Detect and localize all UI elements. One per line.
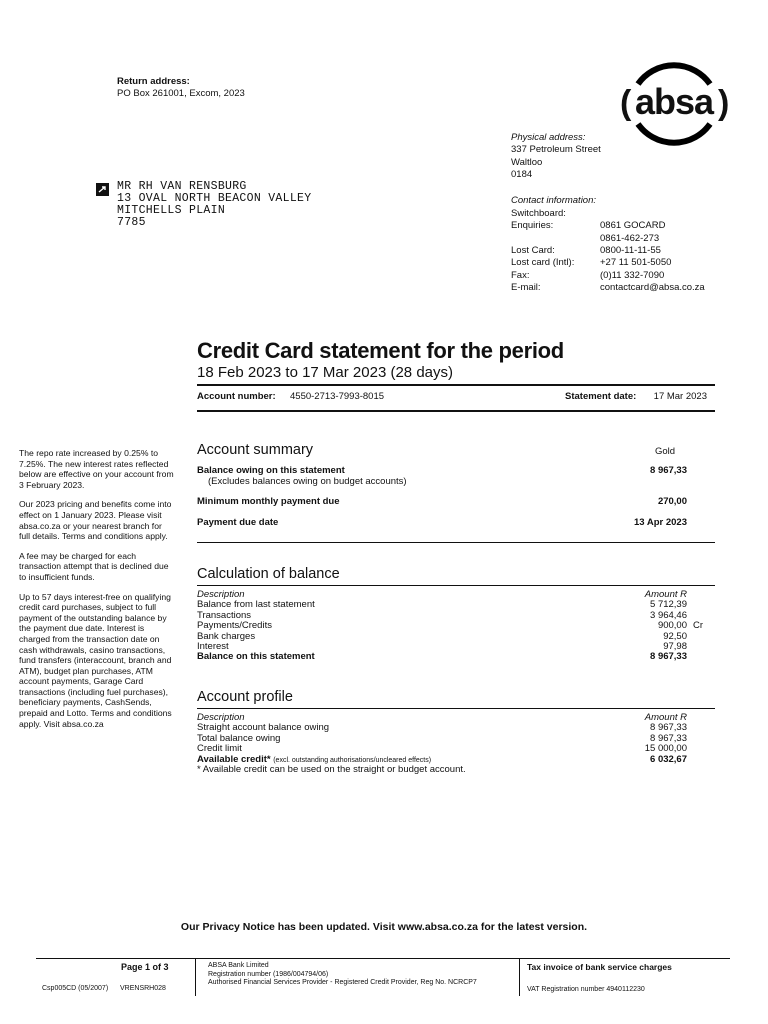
contact-value: contactcard@absa.co.za: [600, 281, 705, 293]
notice-paragraph: The repo rate increased by 0.25% to 7.25%. The new interest rates reflected below are effective on your account from 3 February 2023.: [19, 448, 174, 490]
total-value: 8 967,33: [650, 651, 687, 663]
card-tier: Gold: [655, 446, 676, 457]
amount-header: Amount R: [644, 589, 687, 600]
footer-divider: [36, 958, 730, 959]
description-header: Description: [197, 712, 245, 723]
statement-date-label: Statement date:: [565, 391, 637, 402]
available-credit-note: (excl. outstanding authorisations/uncleared effects): [273, 756, 432, 764]
row-label: Balance from last statement: [197, 599, 315, 611]
contact-value: 0800-11-11-55: [600, 244, 661, 256]
footer-vertical-divider: [195, 958, 196, 996]
due-date-value: 13 Apr 2023: [634, 517, 687, 528]
divider: [197, 542, 715, 543]
profile-table: [197, 712, 687, 776]
recipient-line: 13 OVAL NORTH BEACON VALLEY: [117, 192, 312, 205]
divider: [197, 708, 715, 709]
row-label: Payments/Credits: [197, 620, 272, 632]
profile-title: Account profile: [197, 689, 293, 705]
account-info-row: [197, 391, 715, 405]
bank-details: [208, 962, 477, 988]
page-number: Page 1 of 3: [121, 962, 169, 972]
row-value: 3 964,46: [650, 609, 687, 621]
row-label: Interest: [197, 641, 229, 652]
row-value: 8 967,33: [650, 722, 687, 734]
notice-paragraph: Our 2023 pricing and benefits come into effect on 1 January 2023. Please visit absa.co.za or your nearest branch for full details. Terms and conditions apply.: [19, 499, 172, 542]
recipient-line: 7785: [117, 216, 146, 229]
minimum-payment-label: Minimum monthly payment due: [197, 496, 340, 507]
recipient-address: [117, 181, 311, 229]
balance-note: (Excludes balances owing on budget accounts): [208, 476, 407, 487]
contact-key: Switchboard:: [511, 208, 566, 219]
credit-suffix: Cr: [693, 620, 704, 632]
account-number: 4550-2713-7993-8015: [290, 391, 385, 402]
divider: [197, 384, 715, 386]
account-summary: [197, 465, 687, 545]
contact-key: E-mail:: [511, 281, 541, 293]
row-label: Straight account balance owing: [197, 722, 330, 734]
balance-label: Balance owing on this statement: [197, 465, 345, 476]
absa-logo-text: absa: [634, 81, 714, 122]
bank-registration: Registration number (1986/004794/06): [208, 970, 329, 978]
physical-address-line: Waltloo: [511, 156, 543, 168]
row-value: 900,00: [657, 620, 687, 632]
description-header: Description: [197, 589, 245, 600]
contact-label: Contact information:: [511, 195, 597, 206]
physical-address-line: 0184: [511, 168, 533, 180]
return-address-label: Return address:: [117, 76, 190, 87]
due-date-label: Payment due date: [197, 517, 279, 528]
contact-value: (0)11 332-7090: [600, 269, 665, 281]
row-value: 97,98: [663, 641, 687, 652]
privacy-notice: Our Privacy Notice has been updated. Visit www.absa.co.za for the latest version.: [180, 921, 588, 933]
recipient-line: MR RH VAN RENSBURG: [117, 180, 247, 193]
physical-address-label: Physical address:: [511, 132, 586, 143]
calculation-table: [197, 589, 704, 665]
contact-key: Lost Card:: [511, 244, 555, 256]
account-summary-title: Account summary: [197, 442, 314, 458]
statement-period: 18 Feb 2023 to 17 Mar 2023 (28 days): [197, 364, 453, 381]
row-value: 15 000,00: [644, 743, 687, 755]
row-value: 92,50: [663, 630, 687, 642]
available-credit-label: Available credit*: [197, 753, 271, 765]
recipient-line: MITCHELLS PLAIN: [117, 204, 226, 217]
calculation-title: Calculation of balance: [197, 566, 340, 582]
statement-date: 17 Mar 2023: [653, 391, 707, 402]
account-number-label: Account number:: [197, 391, 276, 402]
contact-key: Fax:: [511, 269, 530, 281]
logo-paren-left: (: [620, 84, 632, 122]
amount-header: Amount R: [644, 712, 687, 723]
divider: [197, 585, 715, 586]
row-label: Bank charges: [197, 630, 256, 642]
row-label: Credit limit: [197, 743, 242, 755]
contact-value: 0861-462-273: [600, 232, 660, 244]
contact-key: Enquiries:: [511, 220, 554, 232]
row-label: Total balance owing: [197, 732, 281, 744]
row-value: 5 712,39: [650, 599, 687, 611]
logo-paren-right: ): [718, 84, 730, 122]
available-credit-value: 6 032,67: [650, 753, 687, 765]
physical-address: [511, 132, 601, 181]
sidebar-notices: [19, 448, 174, 738]
reference-code: VRENSRH028: [120, 985, 166, 992]
balance-value: 8 967,33: [650, 465, 687, 476]
contact-key: Lost card (Intl):: [511, 257, 575, 269]
physical-address-line: 337 Petroleum Street: [511, 144, 601, 156]
minimum-payment-value: 270,00: [657, 496, 687, 507]
bank-authorisation: Authorised Financial Services Provider - Registered Credit Provider, Reg No. NCRCP7: [208, 979, 477, 986]
notice-paragraph: A fee may be charged for each transaction attempt that is declined due to insufficient funds.: [19, 550, 169, 582]
row-label: Transactions: [197, 609, 252, 621]
row-value: 8 967,33: [650, 732, 687, 744]
profile-footnote: * Available credit can be used on the straight or budget account.: [197, 764, 466, 775]
contact-table: [511, 208, 731, 298]
bank-name: ABSA Bank Limited: [208, 962, 269, 969]
return-address: [117, 76, 245, 101]
mail-marker-icon: [96, 183, 109, 196]
notice-paragraph: Up to 57 days interest-free on qualifying credit card purchases, subject to full payment of the outstanding balance by the payment due date. Interest is charged from the transaction date on cash withdrawals, casino transactions, fund transfers (interaccount, branch and ATM), budget plan purchases, ATM account payments, Garage Card transactions (including fuel purchases), beneficiary payments, CashSends, prepaid and Lotto. Terms and conditions apply. Visit absa.co.za: [19, 591, 172, 729]
statement-title: Credit Card statement for the period: [197, 338, 564, 363]
divider: [197, 410, 715, 412]
return-address-line: PO Box 261001, Excom, 2023: [117, 88, 245, 100]
vat-number: VAT Registration number 4940112230: [527, 986, 645, 993]
absa-logo: [620, 54, 730, 154]
tax-invoice-title: Tax invoice of bank service charges: [527, 962, 672, 972]
footer-vertical-divider: [519, 958, 520, 996]
total-label: Balance on this statement: [197, 651, 315, 663]
form-code: Csp005CD (05/2007): [42, 985, 109, 992]
contact-value: +27 11 501-5050: [600, 257, 672, 269]
contact-value: 0861 GOCARD: [600, 220, 666, 232]
